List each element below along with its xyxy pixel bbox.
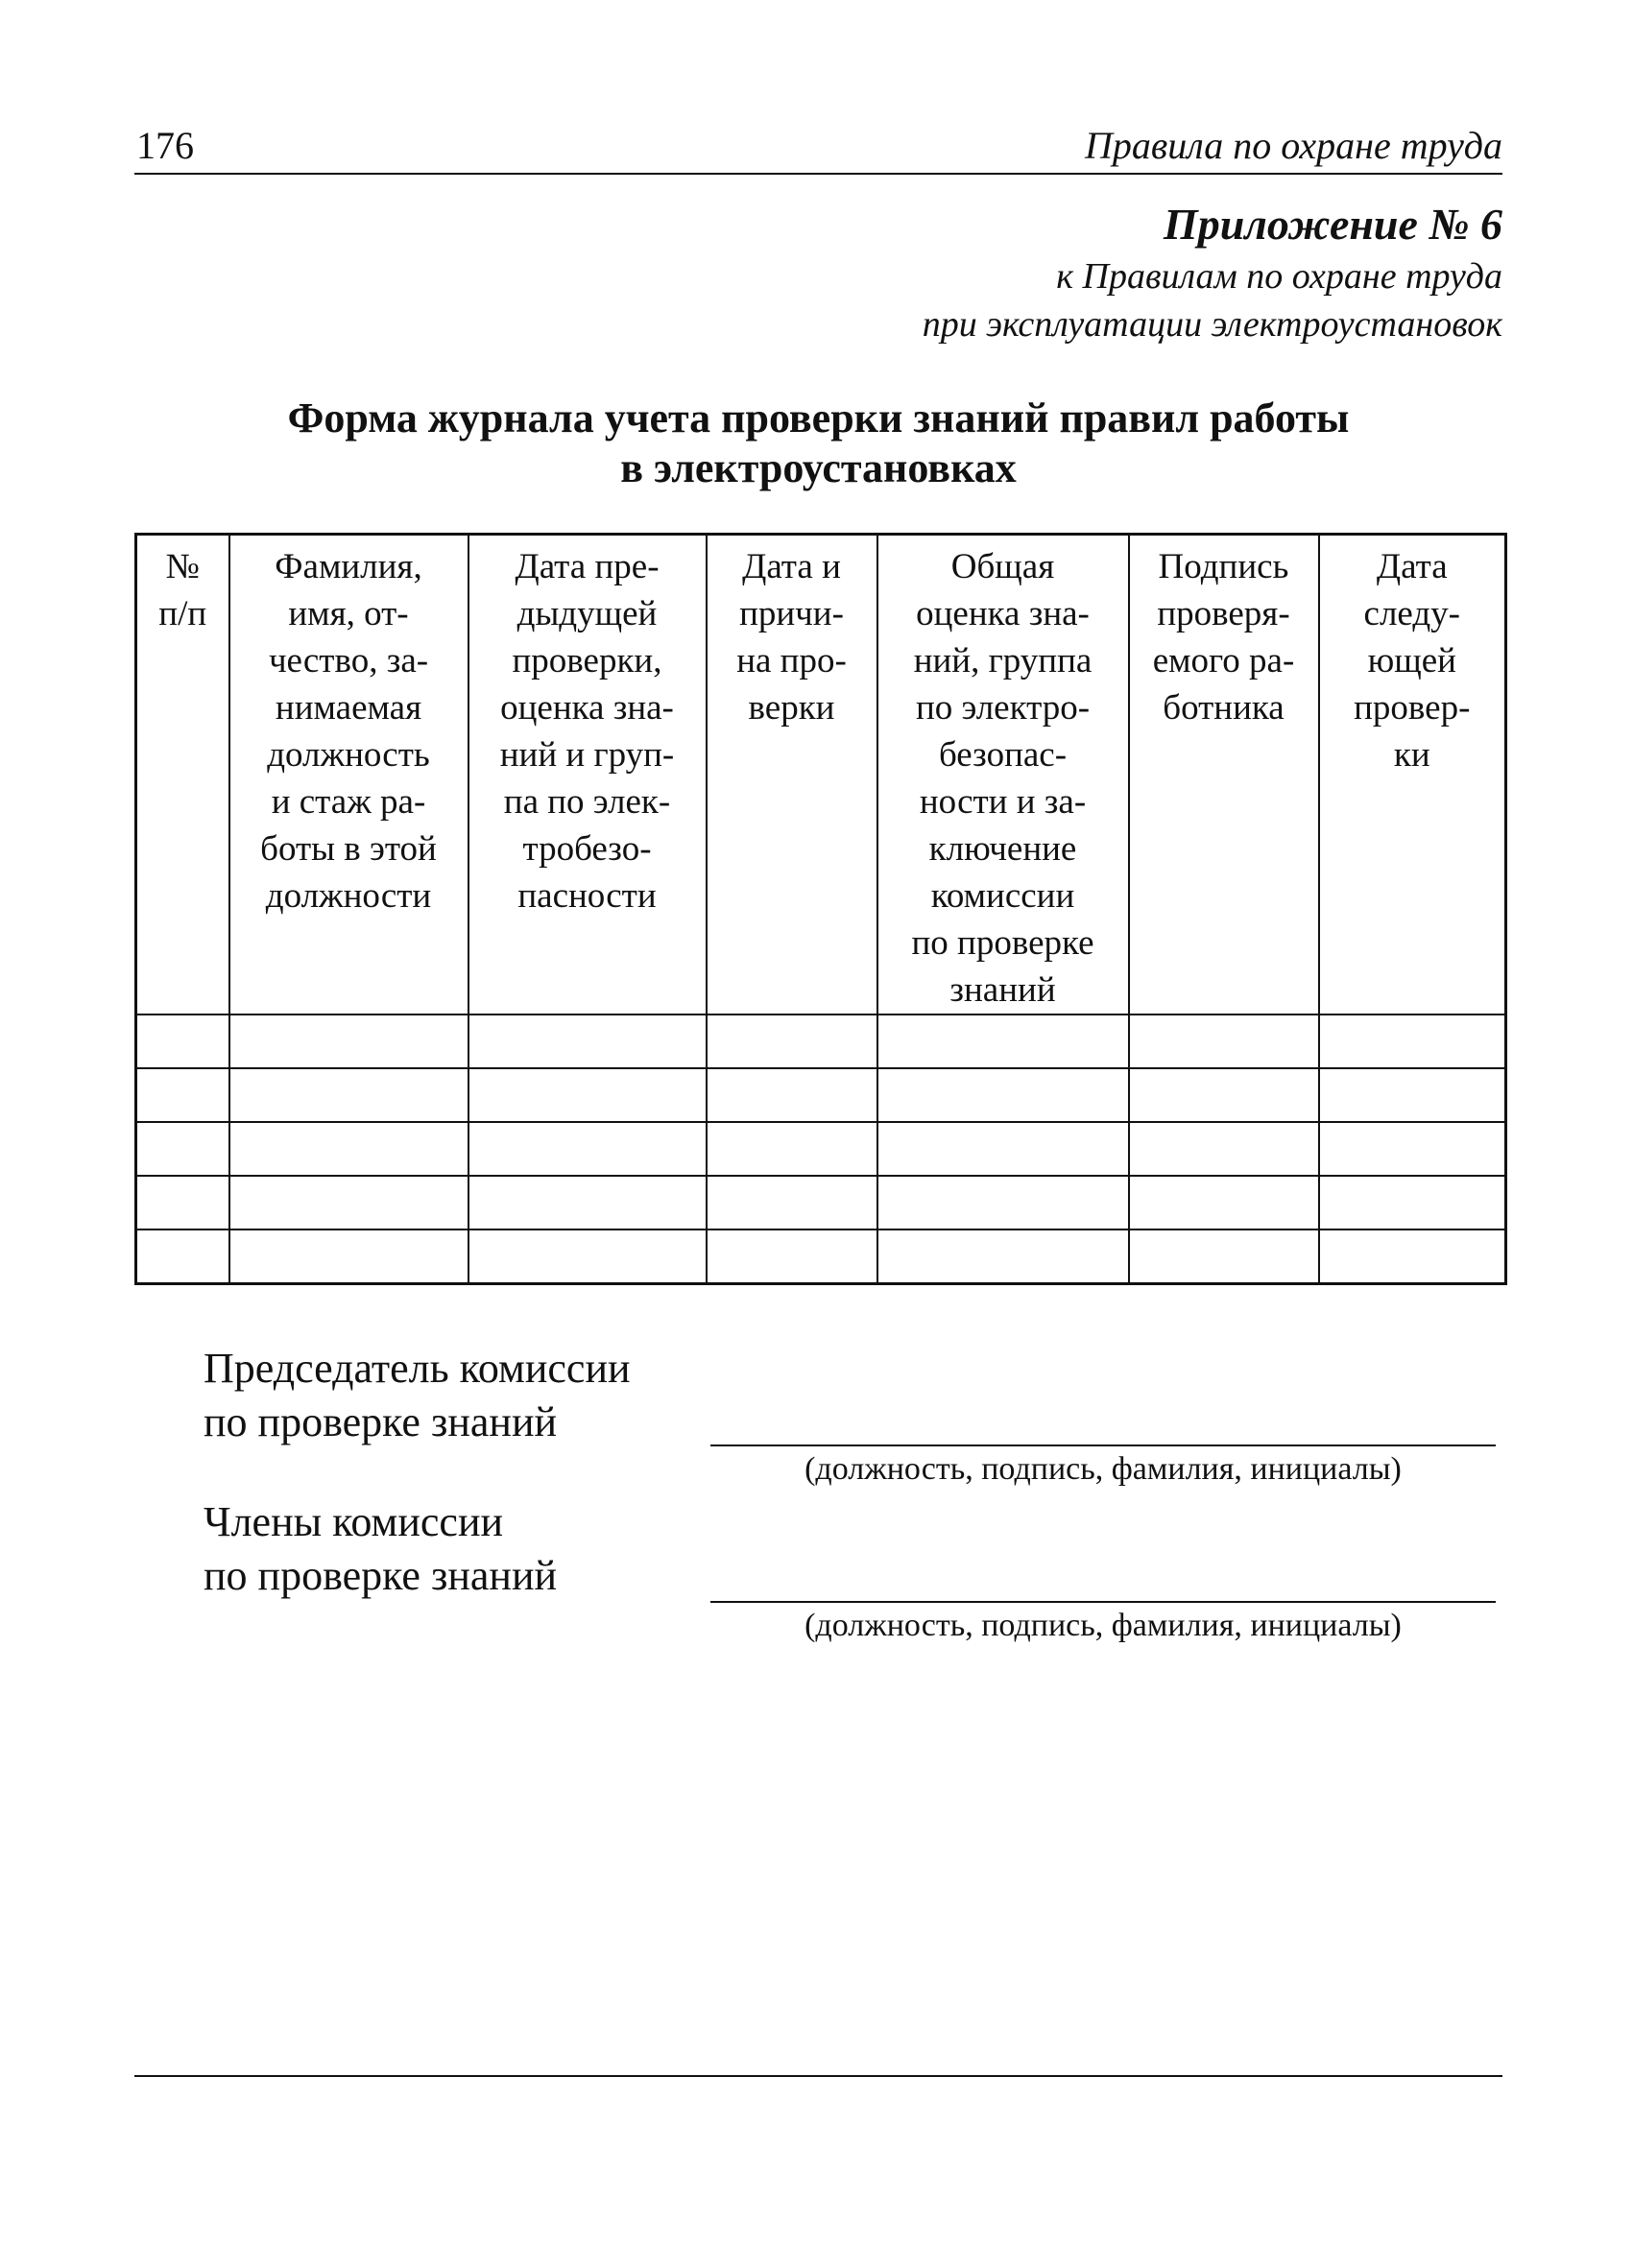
table-cell[interactable]: [468, 1015, 707, 1068]
table-cell[interactable]: [707, 1176, 877, 1229]
column-header-text: проверки,: [512, 641, 662, 680]
table-cell[interactable]: [229, 1176, 468, 1229]
column-header-text: следу-: [1363, 594, 1460, 633]
column-header-text: тробезо-: [522, 829, 652, 869]
table-cell[interactable]: [468, 1122, 707, 1176]
column-header-text: Дата: [1376, 547, 1448, 586]
table-cell[interactable]: [877, 1176, 1129, 1229]
column-header-text: ки: [1393, 735, 1430, 775]
column-header-text: чество, за-: [268, 641, 429, 680]
form-title-line-1: Форма журнала учета проверки знаний правил работы: [287, 394, 1350, 442]
column-header-text: оценка зна-: [916, 594, 1090, 633]
column-header-text: должность: [267, 735, 430, 775]
column-header-text: на про-: [736, 641, 847, 680]
column-header-text: причи-: [739, 594, 844, 633]
column-header-text: Фамилия,: [275, 547, 422, 586]
members-signature-line[interactable]: [710, 1601, 1496, 1603]
table-header-row: [136, 535, 1506, 1015]
running-head: Правила по охране труда: [1085, 124, 1502, 167]
table-cell[interactable]: [707, 1122, 877, 1176]
column-header-text: пасности: [517, 876, 657, 916]
table-cell[interactable]: [468, 1176, 707, 1229]
members-signature-caption: (должность, подпись, фамилия, инициалы): [804, 1608, 1402, 1643]
chairman-label: [204, 1342, 631, 1449]
members-label: [204, 1495, 557, 1603]
table-cell[interactable]: [877, 1015, 1129, 1068]
column-header-text: ности и за-: [919, 782, 1087, 822]
table-row: [136, 1068, 1506, 1122]
column-header-text: ботника: [1163, 688, 1285, 728]
column-header-7: [1319, 535, 1506, 1015]
table-cell[interactable]: [229, 1122, 468, 1176]
table-row: [136, 1229, 1506, 1284]
table-cell[interactable]: [1129, 1229, 1319, 1284]
column-header-text: комиссии: [930, 876, 1075, 916]
column-header-text: должности: [265, 876, 432, 916]
table-row: [136, 1176, 1506, 1229]
journal-table: [134, 533, 1507, 1285]
table-cell[interactable]: [1319, 1015, 1506, 1068]
column-header-text: Дата и: [742, 547, 841, 586]
column-header-text: №: [165, 547, 200, 586]
members-label-line-1: Члены комиссии: [204, 1498, 504, 1545]
column-header-text: оценка зна-: [500, 688, 674, 728]
table-cell[interactable]: [468, 1068, 707, 1122]
table-cell[interactable]: [877, 1229, 1129, 1284]
table-row: [136, 1015, 1506, 1068]
column-header-text: емого ра-: [1152, 641, 1295, 680]
appendix-heading: [923, 197, 1502, 348]
table-cell[interactable]: [1319, 1229, 1506, 1284]
column-header-text: па по элек-: [503, 782, 671, 822]
column-header-text: п/п: [158, 594, 207, 633]
table-cell[interactable]: [707, 1068, 877, 1122]
table-cell[interactable]: [229, 1068, 468, 1122]
table-cell[interactable]: [229, 1229, 468, 1284]
column-header-text: нимаемая: [275, 688, 422, 728]
column-header-text: провер-: [1354, 688, 1471, 728]
column-header-text: Общая: [950, 547, 1055, 586]
table-cell[interactable]: [1129, 1015, 1319, 1068]
column-header-3: [468, 535, 707, 1015]
column-header-text: верки: [748, 688, 835, 728]
table-cell[interactable]: [1319, 1068, 1506, 1122]
column-header-text: проверя-: [1157, 594, 1290, 633]
column-header-text: дыдущей: [516, 594, 658, 633]
column-header-1: [136, 535, 229, 1015]
appendix-subtitle-line-1: к Правилам по охране труда: [1056, 256, 1502, 297]
page-number: 176: [136, 124, 194, 167]
column-header-text: имя, от-: [288, 594, 409, 633]
table-cell[interactable]: [1319, 1122, 1506, 1176]
column-header-2: [229, 535, 468, 1015]
column-header-text: ющей: [1367, 641, 1456, 680]
table-cell[interactable]: [136, 1229, 229, 1284]
table-cell[interactable]: [136, 1015, 229, 1068]
column-header-text: по электро-: [915, 688, 1091, 728]
table-row: [136, 1122, 1506, 1176]
table-cell[interactable]: [1319, 1176, 1506, 1229]
table-cell[interactable]: [1129, 1068, 1319, 1122]
column-header-text: боты в этой: [260, 829, 437, 869]
column-header-text: ключение: [928, 829, 1077, 869]
column-header-text: ний и груп-: [499, 735, 675, 775]
members-label-line-2: по проверке знаний: [204, 1552, 558, 1599]
form-title-line-2: в электроустановках: [620, 444, 1017, 491]
chairman-label-line-1: Председатель комиссии: [204, 1345, 631, 1392]
table-cell[interactable]: [136, 1122, 229, 1176]
chairman-signature-caption: (должность, подпись, фамилия, инициалы): [804, 1451, 1402, 1487]
column-header-text: и стаж ра-: [271, 782, 426, 822]
column-header-6: [1129, 535, 1319, 1015]
form-title: [134, 394, 1502, 493]
appendix-subtitle-line-2: при эксплуатации электроустановок: [922, 304, 1502, 345]
table-cell[interactable]: [1129, 1176, 1319, 1229]
column-header-text: по проверке: [911, 923, 1094, 963]
table-cell[interactable]: [877, 1068, 1129, 1122]
appendix-title: Приложение № 6: [1163, 200, 1502, 249]
column-header-text: Подпись: [1158, 547, 1289, 586]
chairman-signature-line[interactable]: [710, 1444, 1496, 1446]
table-cell[interactable]: [468, 1229, 707, 1284]
table-cell[interactable]: [877, 1122, 1129, 1176]
table-cell[interactable]: [136, 1176, 229, 1229]
table-cell[interactable]: [1129, 1122, 1319, 1176]
table-cell[interactable]: [136, 1068, 229, 1122]
column-header-text: Дата пре-: [515, 547, 660, 586]
table-cell[interactable]: [229, 1015, 468, 1068]
table-body: [136, 1015, 1506, 1284]
table-cell[interactable]: [707, 1229, 877, 1284]
footer-rule: [134, 2075, 1502, 2077]
column-header-4: [707, 535, 877, 1015]
header-rule: [134, 173, 1502, 175]
column-header-text: ний, группа: [913, 641, 1093, 680]
table-cell[interactable]: [707, 1015, 877, 1068]
column-header-text: знаний: [949, 970, 1056, 1010]
column-header-5: [877, 535, 1129, 1015]
chairman-label-line-2: по проверке знаний: [204, 1398, 558, 1445]
column-header-text: безопас-: [938, 735, 1068, 775]
